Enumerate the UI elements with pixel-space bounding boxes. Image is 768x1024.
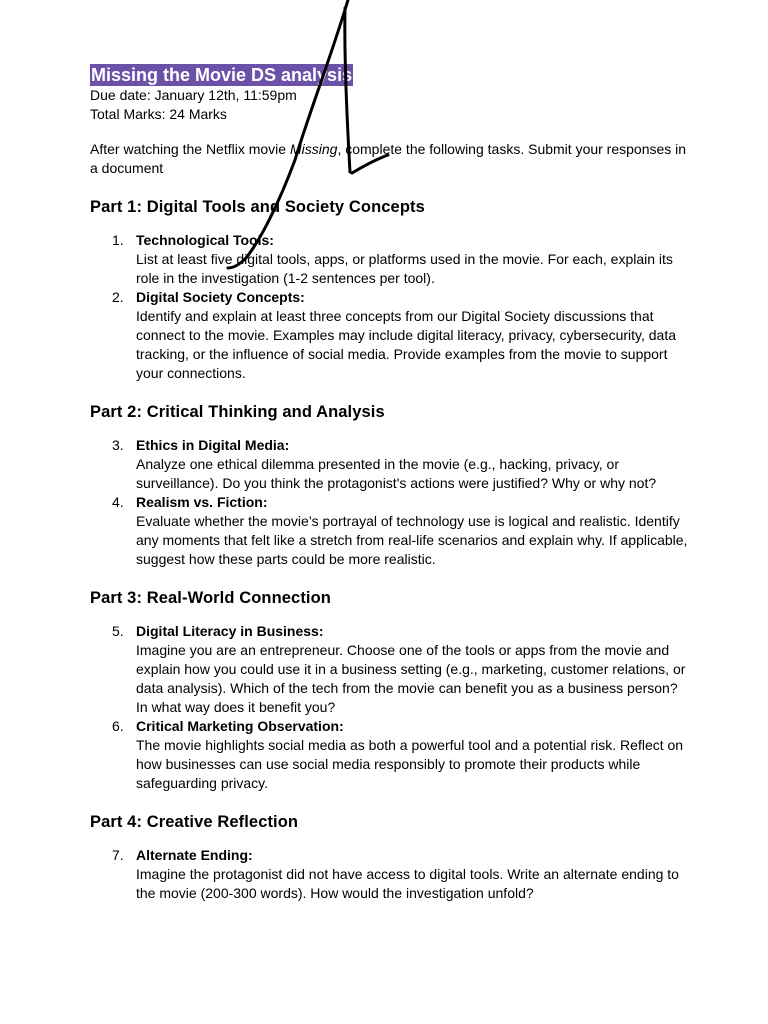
task-title: Technological Tools: <box>136 232 274 248</box>
task-number: 1. <box>112 232 124 248</box>
task-title: Realism vs. Fiction: <box>136 494 268 510</box>
task-description: List at least five digital tools, apps, or platforms used in the movie. For each, explain its role in the investigation (1-2 sentences per tool). <box>136 251 673 286</box>
document-title: Missing the Movie DS analysis <box>91 65 353 85</box>
task-description: Identify and explain at least three concepts from our Digital Society discussions that connect to the movie. Examples may include digital literacy, privacy, cybersecurity, data tracking, or the influence of social media. Provide examples from the movie to support your connections. <box>136 308 677 381</box>
task-number: 3. <box>112 437 124 453</box>
intro-text-before: After watching the Netflix movie <box>90 141 290 157</box>
task-number: 4. <box>112 494 124 510</box>
list-item <box>90 231 690 288</box>
list-item <box>90 717 690 793</box>
task-number: 5. <box>112 623 124 639</box>
part-2-section <box>90 402 690 569</box>
task-description: Imagine you are an entrepreneur. Choose one of the tools or apps from the movie and explain how you could use it in a business setting (e.g., marketing, customer relations, or data analysis). Which of the tech from the movie can benefit you as a business person? In what way does it benefit you? <box>136 642 686 715</box>
task-title: Digital Society Concepts: <box>136 289 305 305</box>
task-description: The movie highlights social media as both a powerful tool and a potential risk. Reflect on how businesses can use social media responsibly to promote their products while safeguarding privacy. <box>136 737 684 791</box>
part-3-heading: Part 3: Real-World Connection <box>90 589 331 607</box>
part-4-heading: Part 4: Creative Reflection <box>90 813 299 831</box>
total-marks: Total Marks: 24 Marks <box>90 106 227 122</box>
task-title: Digital Literacy in Business: <box>136 623 324 639</box>
part-1-heading: Part 1: Digital Tools and Society Concepts <box>90 198 425 216</box>
part-1-section <box>90 197 690 383</box>
list-item <box>90 436 690 493</box>
intro-movie-title: Missing <box>289 141 338 157</box>
task-description: Imagine the protagonist did not have access to digital tools. Write an alternate ending to the movie (200-300 words). How would the investigation unfold? <box>136 866 679 901</box>
task-number: 6. <box>112 718 124 734</box>
document-page <box>90 64 690 903</box>
part-4-section <box>90 812 690 903</box>
task-title: Critical Marketing Observation: <box>136 718 344 734</box>
task-description: Evaluate whether the movie’s portrayal of technology use is logical and realistic. Identify any moments that felt like a stretch from real-life scenarios and explain why. If applicable, suggest how these parts could be more realistic. <box>136 513 688 567</box>
list-item <box>90 846 690 903</box>
due-date: Due date: January 12th, 11:59pm <box>90 87 297 103</box>
task-number: 2. <box>112 289 124 305</box>
task-title: Alternate Ending: <box>136 847 253 863</box>
part-3-section <box>90 588 690 793</box>
part-2-heading: Part 2: Critical Thinking and Analysis <box>90 403 385 421</box>
list-item <box>90 493 690 569</box>
task-description: Analyze one ethical dilemma presented in the movie (e.g., hacking, privacy, or surveillance). Do you think the protagonist's actions were justified? Why or why not? <box>136 456 657 491</box>
task-title: Ethics in Digital Media: <box>136 437 290 453</box>
part-2-task-list <box>90 436 690 569</box>
intro-paragraph <box>90 140 690 178</box>
list-item <box>90 288 690 383</box>
part-4-task-list <box>90 846 690 903</box>
part-3-task-list <box>90 622 690 793</box>
intro-text-after: , complete the following tasks. Submit your responses in a document <box>90 141 687 176</box>
task-number: 7. <box>112 847 124 863</box>
list-item <box>90 622 690 717</box>
part-1-task-list <box>90 231 690 383</box>
